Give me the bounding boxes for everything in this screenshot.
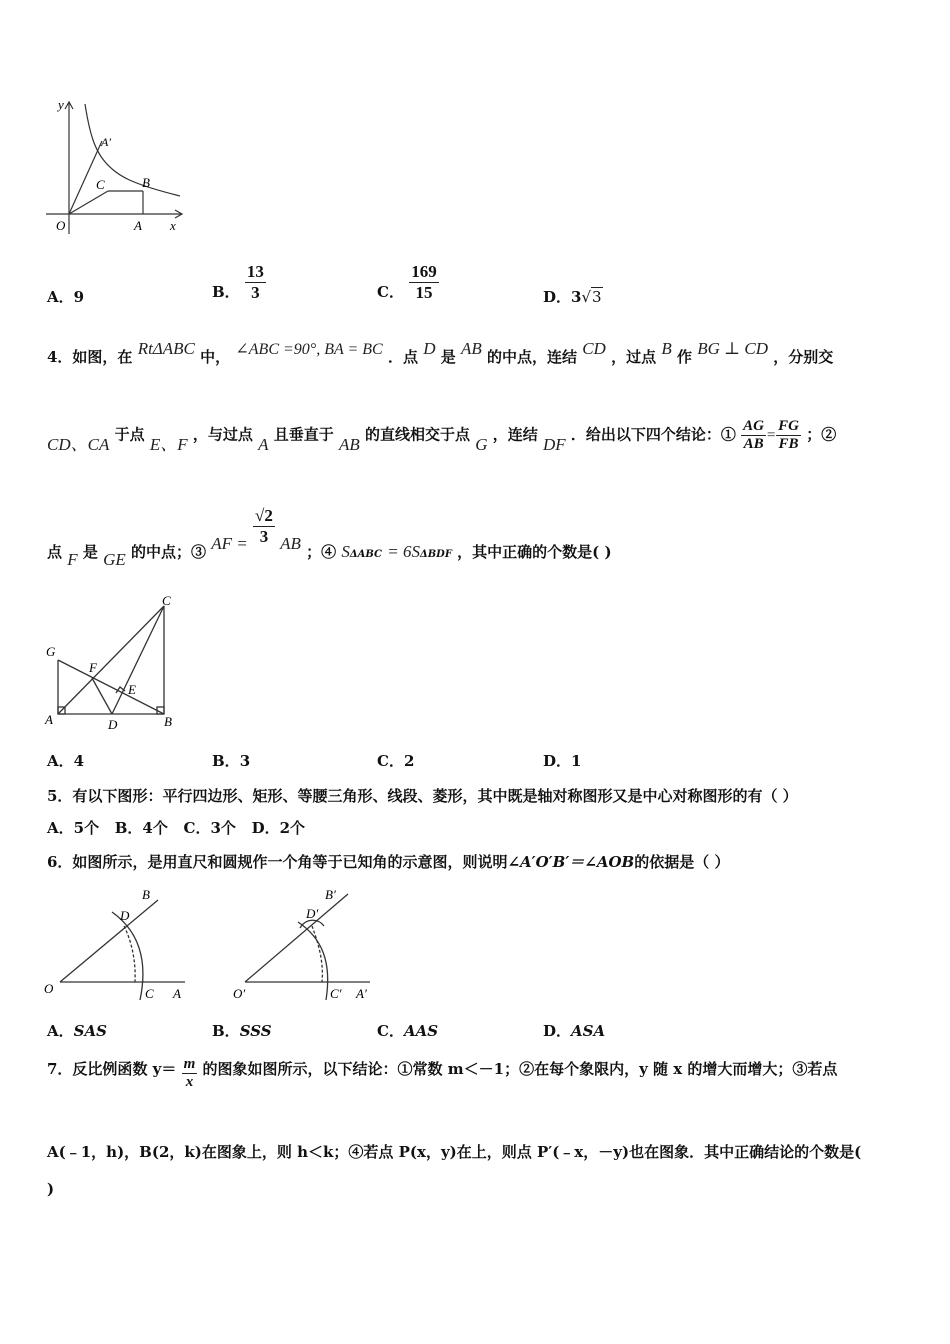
- q3-option-c: C． $\frac{169}{15}$: [377, 262, 437, 302]
- label-o: O: [56, 218, 66, 233]
- label-c: C: [96, 177, 105, 192]
- fraction-fg-fb: $\frac{FG}{FB}$: [778, 418, 799, 452]
- q3-option-b: B． $\frac{13}{3}$: [212, 262, 264, 302]
- q6-option-d: D．ASA: [543, 1022, 606, 1040]
- segment-gb: [58, 660, 164, 714]
- q4-line-1: 4．如图，在 RtΔABC 中， ∠ABC =90°, BA = BC ．点 D 是 AB 的中点，连结 CD ，过点 B 作 BG ⊥ CD ，分别交: [47, 339, 834, 366]
- label-e: E: [128, 682, 136, 697]
- fraction-root2-over-3: $\frac{√2}{3}$: [255, 506, 273, 546]
- fraction-m-over-x: $\frac{m}{x}$: [183, 1056, 196, 1090]
- q4-option-c: C．2: [377, 752, 415, 770]
- q6-stem: 6．如图所示，是用直尺和圆规作一个角等于已知角的示意图，则说明∠A′O′B′＝∠AOB的依据是（ ）: [47, 853, 730, 871]
- label-g: G: [46, 644, 56, 659]
- q5-options: A．5个 B．4个 C．3个 D．2个: [47, 819, 306, 837]
- label-d: D: [108, 717, 118, 732]
- q4-line-3: 点 F 是 GE 的中点；③ AF = $\frac{√2}{3}$ AB ；④ SΔABC = 6SΔBDF ，其中正确的个数是( ): [47, 506, 612, 569]
- label-c-prime: C′: [330, 986, 342, 1001]
- fraction: $\frac{13}{3}$: [246, 262, 264, 302]
- q4-figure: [40, 590, 190, 732]
- q4-option-d: D．1: [543, 752, 582, 770]
- label-d: D: [120, 908, 130, 923]
- label-a-prime: A′: [101, 135, 111, 149]
- label-a: A: [134, 218, 142, 233]
- label-b: B: [164, 714, 172, 729]
- q6-figure-1: [40, 882, 200, 1004]
- segment-cd: [112, 606, 164, 714]
- label-d-prime: D′: [306, 906, 319, 921]
- q7-line-1: 7．反比例函数 y＝ $\frac{m}{x}$ 的图象如图所示，以下结论：①常数 m＜－1；②在每个象限内，y 随 x 的增大而增大；③若点: [47, 1056, 838, 1090]
- q4-option-b: B．3: [212, 752, 251, 770]
- label-b: B: [142, 175, 150, 190]
- label-y: y: [58, 97, 64, 112]
- label-o-prime: O′: [233, 986, 246, 1001]
- q3-option-a: A．9: [47, 288, 85, 306]
- q3-option-d: D．3√3: [543, 288, 602, 306]
- label-f: F: [89, 660, 97, 675]
- q7-line-3: ): [47, 1180, 55, 1198]
- fraction-ag-ab: $\frac{AG}{AB}$: [743, 418, 764, 452]
- label-o: O: [44, 981, 54, 996]
- segment-df: [92, 678, 112, 714]
- q6-option-c: C．AAS: [377, 1022, 439, 1040]
- label-c: C: [145, 986, 154, 1001]
- q6-option-b: B．SSS: [212, 1022, 272, 1040]
- q5-stem: 5．有以下图形：平行四边形、矩形、等腰三角形、线段、菱形，其中既是轴对称图形又是中心对称图形的有（ ）: [47, 787, 798, 805]
- label-c: C: [162, 593, 171, 608]
- q4-line-2: CD、CA 于点 E、F ，与过点 A 且垂直于 AB 的直线相交于点 G ，连结 DF ．给出以下四个结论：① $\frac{AG}{AB}$ = $\frac{FG}{FB}$ ；②: [47, 418, 837, 454]
- q6-option-a: A．SAS: [47, 1022, 107, 1040]
- dashed-arc: [312, 926, 322, 982]
- ray-ob-prime: [245, 894, 348, 982]
- q3-figure: [40, 96, 190, 238]
- q7-line-2: A(﹣1，h)，B(2，k)在图象上，则 h＜k；④若点 P(x，y)在上，则点 P′(﹣x，－y)也在图象．其中正确结论的个数是(: [47, 1143, 862, 1161]
- label-b: B: [142, 887, 150, 902]
- fraction: $\frac{169}{15}$: [411, 262, 437, 302]
- label-a-prime: A′: [356, 986, 367, 1001]
- label-a: A: [173, 986, 181, 1001]
- label-b-prime: B′: [325, 887, 336, 902]
- label-x: x: [170, 218, 176, 233]
- q6-figure-2: [230, 882, 390, 1004]
- q4-option-a: A．4: [47, 752, 85, 770]
- label-a: A: [45, 712, 53, 727]
- segment-ac: [58, 606, 164, 714]
